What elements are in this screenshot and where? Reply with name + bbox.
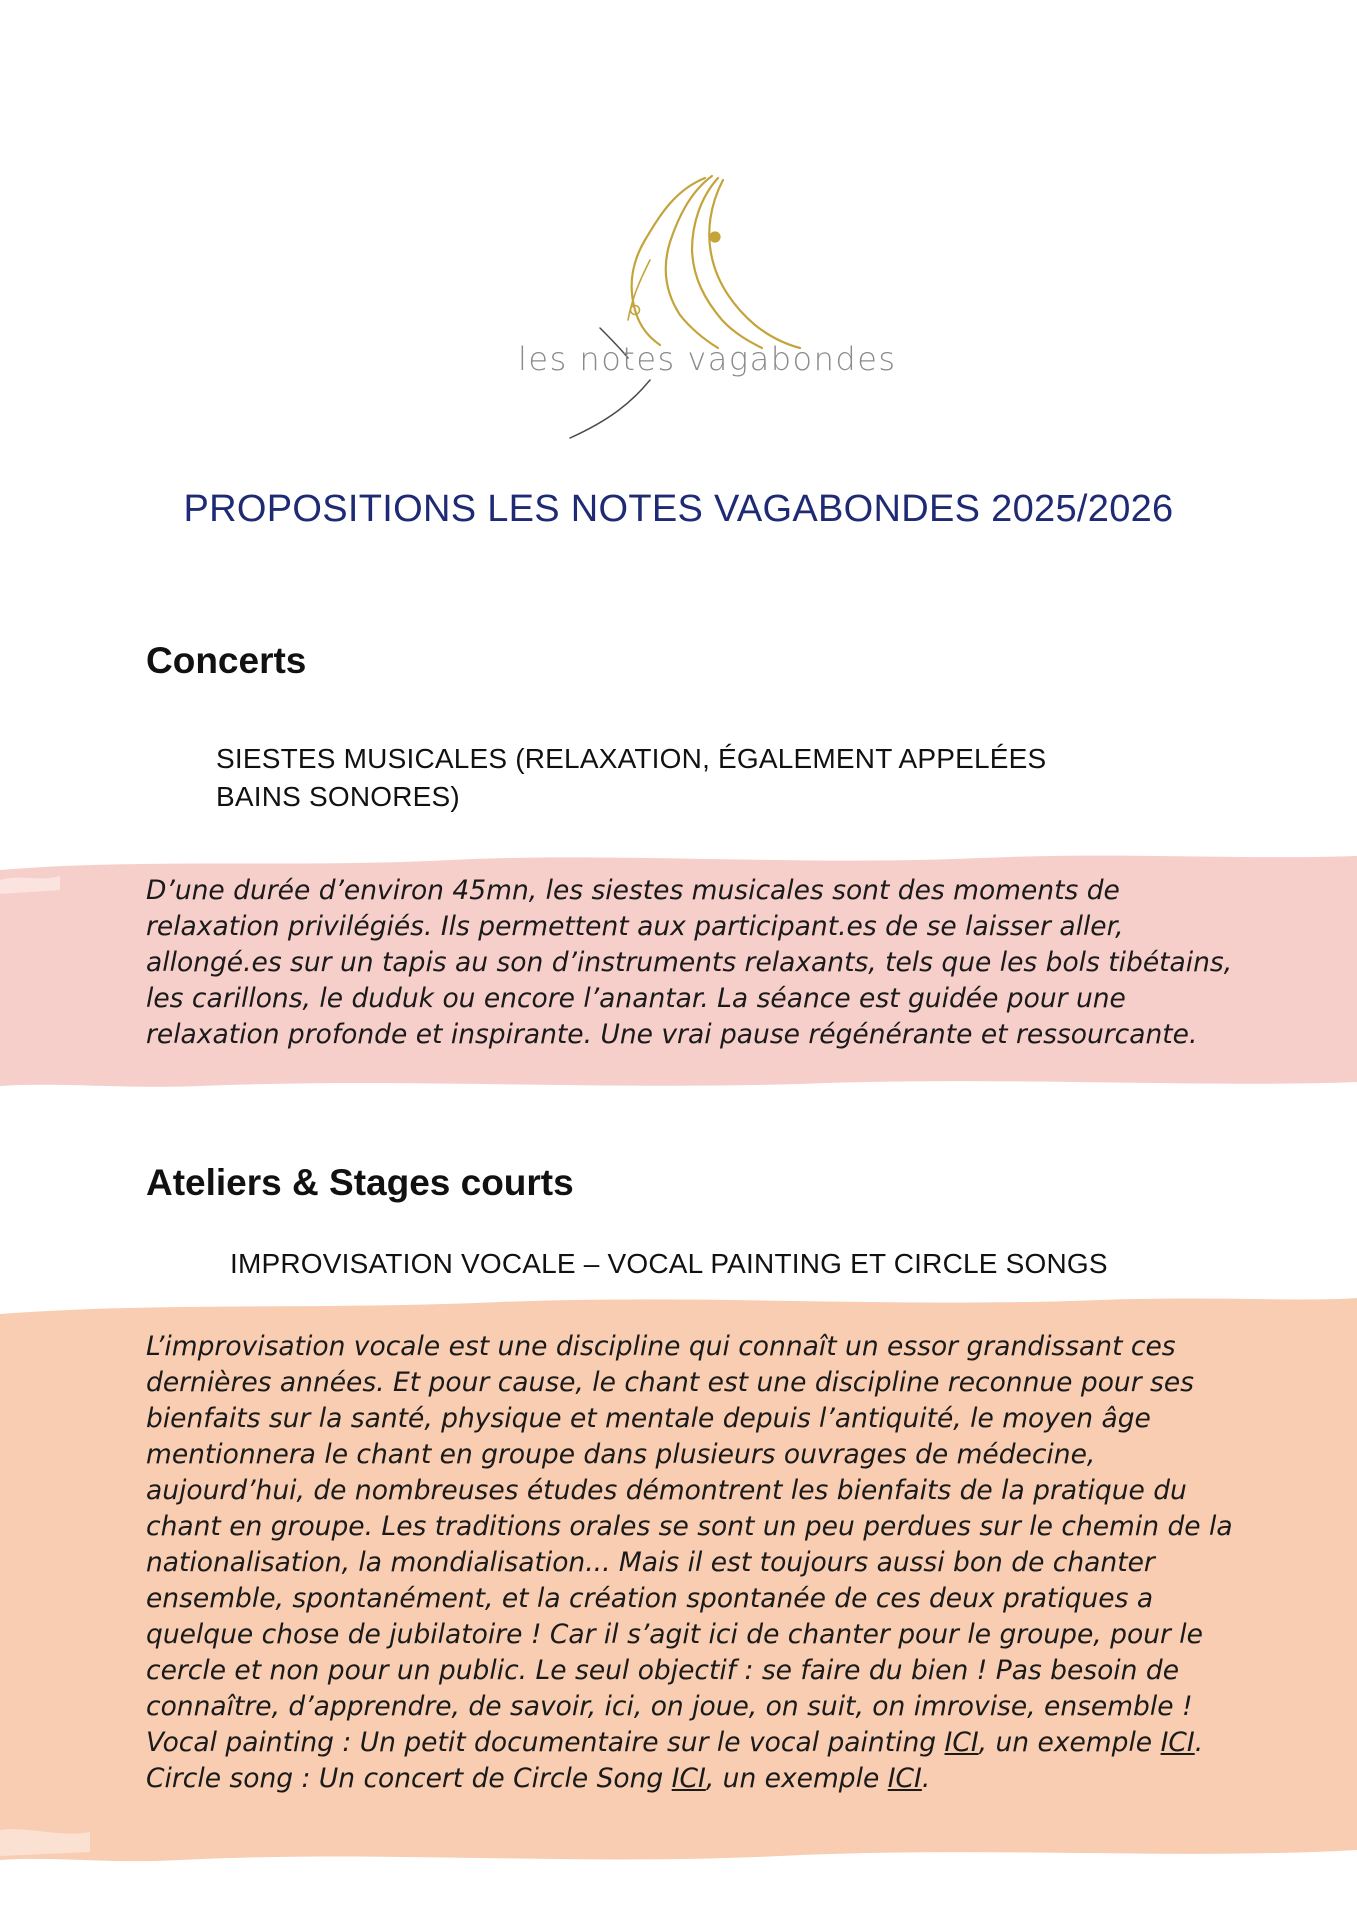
subheading-improvisation-vocale [230, 1245, 1108, 1283]
paragraph-line: chant en groupe. Les traditions orales se sont un peu perdues sur le chemin de la [146, 1511, 1233, 1542]
subheading-line: BAINS SONORES) [216, 781, 460, 812]
circle-song-separator: , un exemple [705, 1763, 880, 1794]
paragraph-line: aujourd’hui, de nombreuses études démontrent les bienfaits de la pratique du [146, 1475, 1187, 1506]
paragraph-line: bienfaits sur la santé, physique et mentale depuis l’antiquité, le moyen âge [146, 1403, 1151, 1434]
vocal-painting-period: . [1194, 1727, 1204, 1758]
circle-song-line [146, 1761, 1266, 1797]
paragraph-improvisation-vocale [146, 1329, 1266, 1797]
section-heading-ateliers: Ateliers & Stages courts [146, 1162, 574, 1203]
vocal-painting-line [146, 1725, 1266, 1761]
paragraph-line: D’une durée d’environ 45mn, les siestes musicales sont des moments de [146, 875, 1120, 906]
paragraph-line: connaître, d’apprendre, de savoir, ici, on joue, on suit, on imrovise, ensemble ! [146, 1691, 1193, 1722]
circle-song-period: . [921, 1763, 931, 1794]
paragraph-line: nationalisation, la mondialisation... Mais il est toujours aussi bon de chanter [146, 1547, 1155, 1578]
circle-song-example-link[interactable]: ICI [887, 1763, 922, 1794]
vocal-painting-example-link[interactable]: ICI [1160, 1727, 1195, 1758]
subheading-line: IMPROVISATION VOCALE – VOCAL PAINTING ET CIRCLE SONGS [230, 1248, 1108, 1279]
vocal-painting-text: Vocal painting : Un petit documentaire sur le vocal painting [146, 1727, 937, 1758]
paragraph-line: relaxation profonde et inspirante. Une vrai pause régénérante et ressourcante. [146, 1019, 1198, 1050]
paragraph-line: cercle et non pour un public. Le seul objectif : se faire du bien ! Pas besoin de [146, 1655, 1180, 1686]
document-title: PROPOSITIONS LES NOTES VAGABONDES 2025/2026 [183, 488, 1174, 530]
paragraph-line: relaxation privilégiés. Ils permettent aux participant.es de se laisser aller, [146, 911, 1124, 942]
subheading-siestes-musicales [216, 740, 1046, 816]
circle-song-text: Circle song : Un concert de Circle Song [146, 1763, 664, 1794]
brand-logo [500, 170, 897, 440]
paragraph-siestes-musicales [146, 873, 1266, 1053]
section-heading-concerts: Concerts [146, 640, 307, 681]
vocal-painting-documentary-link[interactable]: ICI [944, 1727, 979, 1758]
paragraph-line: allongé.es sur un tapis au son d’instruments relaxants, tels que les bols tibétains, [146, 947, 1233, 978]
paragraph-line: ensemble, spontanément, et la création spontanée de ces deux pratiques a [146, 1583, 1154, 1614]
paragraph-line: mentionnera le chant en groupe dans plusieurs ouvrages de médecine, [146, 1439, 1096, 1470]
vocal-painting-separator: , un exemple [978, 1727, 1153, 1758]
logo-text: les notes vagabondes [518, 340, 897, 378]
paragraph-line: L’improvisation vocale est une discipline qui connaît un essor grandissant ces [146, 1331, 1176, 1362]
subheading-line: SIESTES MUSICALES (RELAXATION, ÉGALEMENT APPELÉES [216, 743, 1047, 774]
paragraph-line: les carillons, le duduk ou encore l’anantar. La séance est guidée pour une [146, 983, 1126, 1014]
circle-song-concert-link[interactable]: ICI [671, 1763, 706, 1794]
paragraph-line: dernières années. Et pour cause, le chant est une discipline reconnue pour ses [146, 1367, 1194, 1398]
paragraph-line: quelque chose de jubilatoire ! Car il s’agit ici de chanter pour le groupe, pour le [146, 1619, 1203, 1650]
flowing-lines-logo-icon [500, 170, 880, 440]
